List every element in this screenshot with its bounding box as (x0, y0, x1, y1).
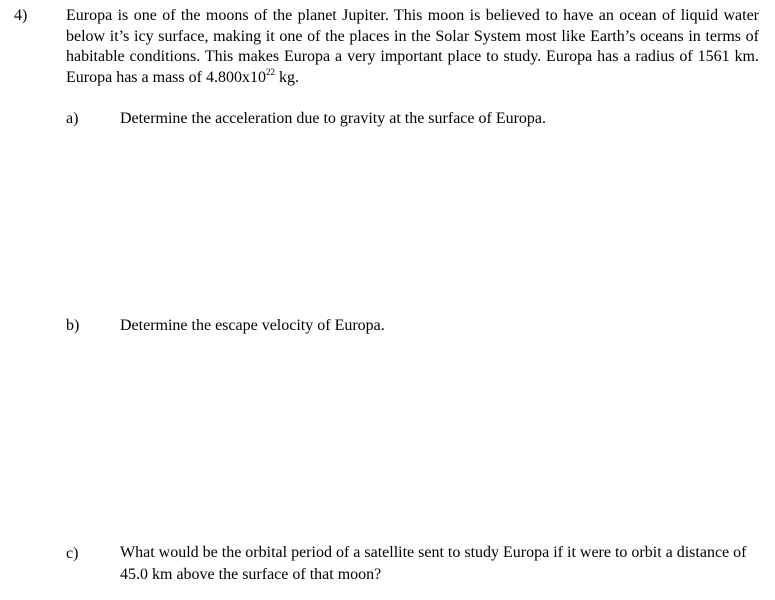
part-a-label: a) (66, 110, 79, 127)
question-number: 4) (14, 7, 28, 24)
mass-exponent: 22 (265, 66, 275, 77)
part-c-text: What would be the orbital period of a satellite sent to study Europa if it were to orbit a distance of 45.0 km above the surface of that moon? (120, 544, 747, 583)
question-intro (66, 6, 759, 88)
part-b-label: b) (66, 317, 80, 334)
part-b-text: Determine the escape velocity of Europa. (120, 317, 385, 334)
part-a-text: Determine the acceleration due to gravity at the surface of Europa. (120, 110, 547, 127)
part-c-label: c) (66, 545, 79, 562)
intro-text: Europa is one of the moons of the planet Jupiter. This moon is believed to have an ocean of liquid water below it’s icy surface, making it one of the places in the Solar System most like Earth’s oceans in terms of habitable conditions. This makes Europa a very important place to study. Europa has a radius of 1561 km. Europa has a mass of 4.800x10 (66, 7, 759, 86)
intro-unit: kg. (274, 68, 299, 86)
